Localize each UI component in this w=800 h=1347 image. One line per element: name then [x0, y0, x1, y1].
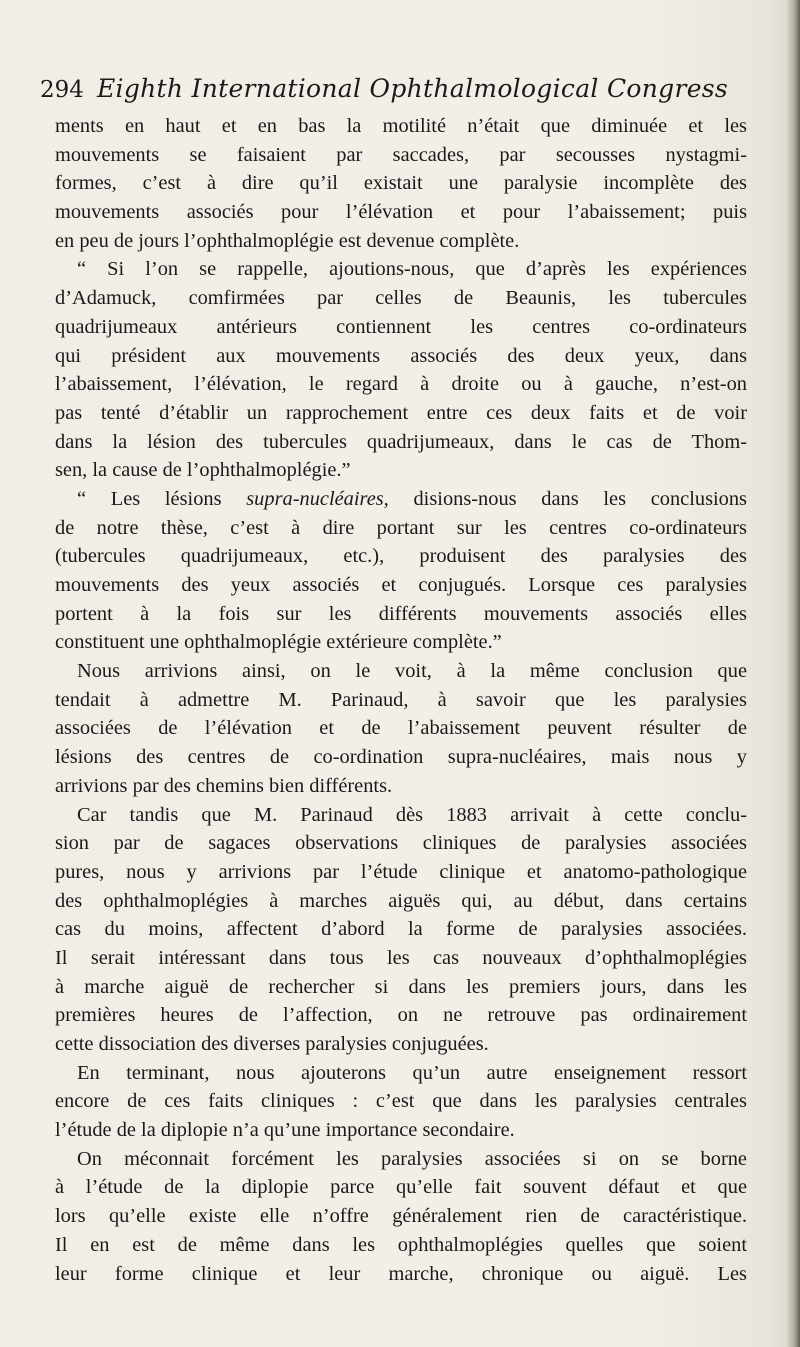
text-line: leur forme clinique et leur marche, chronique ou aiguë. Les — [55, 1262, 747, 1285]
text-line: à marche aiguë de rechercher si dans les premiers jours, dans les — [55, 975, 747, 998]
text-line: cas du moins, affectent d’abord la forme de paralysies associées. — [55, 918, 747, 941]
text-line: de notre thèse, c’est à dire portant sur les centres co-ordinateurs — [55, 516, 747, 539]
text-line: portent à la fois sur les différents mouvements associés elles — [55, 602, 747, 625]
text-line: (tubercules quadrijumeaux, etc.), produisent des paralysies des — [55, 545, 747, 568]
text-line: associées de l’élévation et de l’abaissement peuvent résulter de — [55, 717, 747, 740]
text-line: d’Adamuck, comfirmées par celles de Beaunis, les tubercules — [55, 287, 747, 310]
running-header — [40, 74, 760, 114]
text-line: tendait à admettre M. Parinaud, à savoir que les paralysies — [55, 688, 747, 711]
text-line: encore de ces faits cliniques : c’est que dans les paralysies centrales — [55, 1090, 747, 1113]
text-line: mouvements associés pour l’élévation et pour l’abaissement; puis — [55, 201, 747, 224]
text-line: ments en haut et en bas la motilité n’était que diminuée et les — [55, 115, 747, 137]
text-line: l’abaissement, l’élévation, le regard à droite ou à gauche, n’est-on — [55, 373, 747, 396]
italic-term: supra-nucléaires, — [246, 487, 389, 510]
text-line: constituent une ophthalmoplégie extérieure complète.” — [55, 631, 502, 654]
text-segment: “ Les lésions — [77, 487, 247, 510]
text-line: mouvements se faisaient par saccades, par secousses nystagmi- — [55, 143, 747, 166]
text-line: qui président aux mouvements associés des deux yeux, dans — [55, 344, 747, 367]
text-line: Il serait intéressant dans tous les cas nouveaux d’ophthalmoplégies — [55, 946, 747, 969]
text-line: pures, nous y arrivions par l’étude clinique et anatomo-pathologique — [55, 860, 747, 883]
text-line: à l’étude de la diplopie parce qu’elle fait souvent défaut et que — [55, 1176, 747, 1199]
text-line: premières heures de l’affection, on ne retrouve pas ordinairement — [55, 1004, 747, 1027]
text-line — [55, 485, 747, 514]
text-line: en peu de jours l’ophthalmoplégie est devenue complète. — [55, 229, 520, 252]
text-line: mouvements des yeux associés et conjugués. Lorsque ces paralysies — [55, 574, 747, 596]
text-line: Car tandis que M. Parinaud dès 1883 arrivait à cette conclu- — [77, 803, 747, 826]
text-line: sen, la cause de l’ophthalmoplégie.” — [55, 459, 351, 482]
text-line: Nous arrivions ainsi, on le voit, à la même conclusion que — [77, 660, 747, 683]
text-line: lésions des centres de co-ordination supra-nucléaires, mais nous y — [55, 746, 747, 769]
text-line: En terminant, nous ajouterons qu’un autre enseignement ressort — [77, 1061, 747, 1084]
text-line: arrivions par des chemins bien différents. — [55, 774, 393, 797]
text-line: dans la lésion des tubercules quadrijumeaux, dans le cas de Thom- — [55, 430, 747, 453]
text-segment: disions-nous dans les conclusions — [388, 487, 747, 510]
text-line: Il en est de même dans les ophthalmoplégies quelles que soient — [55, 1233, 747, 1256]
text-line: des ophthalmoplégies à marches aiguës qui, au début, dans certains — [55, 889, 747, 912]
text-line: sion par de sagaces observations cliniques de paralysies associées — [55, 832, 747, 855]
text-line: “ Si l’on se rappelle, ajoutions-nous, que d’après les expériences — [77, 258, 747, 281]
page-number: 294 — [40, 77, 84, 103]
text-line: formes, c’est à dire qu’il existait une paralysie incomplète des — [55, 172, 747, 195]
text-line: lors qu’elle existe elle n’offre généralement rien de caractéristique. — [55, 1205, 747, 1228]
text-line: pas tenté d’établir un rapprochement entre ces deux faits et de voir — [55, 401, 747, 424]
text-line: quadrijumeaux antérieurs contiennent les centres co-ordinateurs — [55, 315, 747, 338]
text-line: cette dissociation des diverses paralysies conjuguées. — [55, 1033, 489, 1055]
text-line: l’étude de la diplopie n’a qu’une importance secondaire. — [55, 1119, 515, 1142]
journal-title: Eighth International Ophthalmological Congress — [97, 74, 729, 103]
page-edge-shadow — [786, 0, 800, 1347]
text-line: On méconnait forcément les paralysies associées si on se borne — [77, 1147, 747, 1170]
body-text — [55, 112, 747, 1292]
